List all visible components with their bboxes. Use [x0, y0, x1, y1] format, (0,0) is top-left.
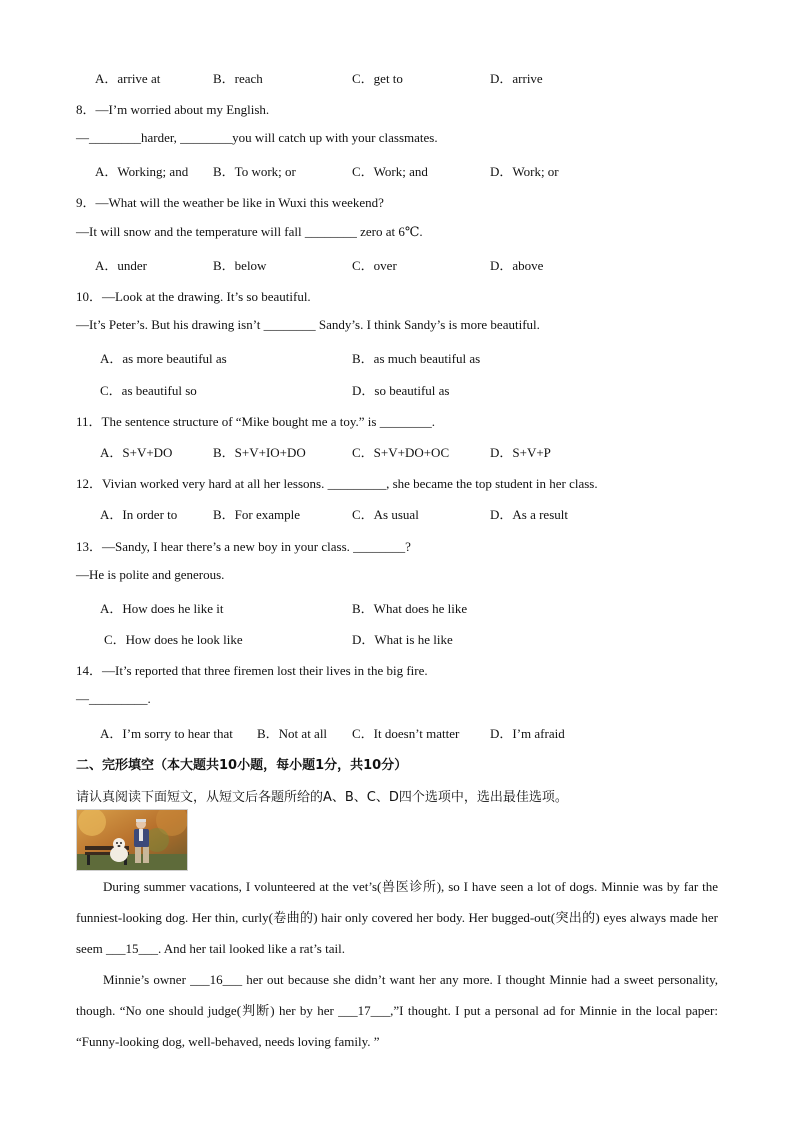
- q10-option-c[interactable]: C．as beautiful so: [100, 383, 197, 398]
- q12-option-c[interactable]: C．As usual: [352, 507, 419, 522]
- man-with-dog-image: [77, 810, 187, 870]
- section-instruction: 请认真阅读下面短文，从短文后各题所给的A、B、C、D四个选项中，选出最佳选项。: [76, 790, 568, 805]
- q13-reply: —He is polite and generous.: [76, 567, 225, 582]
- q10-option-b[interactable]: B．as much beautiful as: [352, 351, 481, 366]
- q9-option-a[interactable]: A．under: [95, 258, 147, 273]
- q7-options: [0, 68, 794, 88]
- q10-option-d[interactable]: D．so beautiful as: [352, 383, 450, 398]
- q14-reply: —_________.: [76, 691, 151, 706]
- q11-stem: 11．The sentence structure of “Mike bought me a toy.” is ________.: [76, 414, 435, 429]
- q8-stem: 8．—I’m worried about my English.: [76, 102, 270, 117]
- q10-stem: 10．—Look at the drawing. It’s so beautiful.: [76, 289, 311, 304]
- q8-option-b[interactable]: B．To work; or: [213, 164, 296, 179]
- passage-photo: [76, 809, 188, 871]
- q13-stem: 13．—Sandy, I hear there’s a new boy in your class. ________?: [76, 539, 411, 554]
- q12-option-a[interactable]: A．In order to: [100, 507, 178, 522]
- q10-options-row2: [0, 380, 794, 400]
- q14-option-b[interactable]: B．Not at all: [257, 726, 328, 741]
- q9-options: [0, 255, 794, 275]
- q9-stem: 9．—What will the weather be like in Wuxi this weekend?: [76, 195, 384, 210]
- q14-stem: 14．—It’s reported that three firemen lost their lives in the big fire.: [76, 663, 428, 678]
- section-title: 二、完形填空（本大题共10小题，每小题1分，共10分）: [76, 758, 408, 773]
- q11-option-c[interactable]: C．S+V+DO+OC: [352, 445, 450, 460]
- q9-option-b[interactable]: B．below: [213, 258, 267, 273]
- q11-option-d[interactable]: D．S+V+P: [490, 445, 551, 460]
- q10-reply: —It’s Peter’s. But his drawing isn’t ________ Sandy’s. I think Sandy’s is more beautiful.: [76, 317, 540, 332]
- q14-options: [0, 723, 794, 743]
- q12-options: [0, 504, 794, 524]
- q14-option-d[interactable]: D．I’m afraid: [490, 726, 565, 741]
- q10-option-a[interactable]: A．as more beautiful as: [100, 351, 227, 366]
- q12-stem: 12．Vivian worked very hard at all her lessons. _________, she became the top student in her class.: [76, 476, 598, 491]
- q13-options-row1: [0, 598, 794, 618]
- q8-option-c[interactable]: C．Work; and: [352, 164, 428, 179]
- q8-reply: —________harder, ________you will catch up with your classmates.: [76, 130, 438, 145]
- q11-option-a[interactable]: A．S+V+DO: [100, 445, 173, 460]
- passage-paragraph-2: Minnie’s owner ___16___ her out because she didn’t want her any more. I thought Minnie had a sweet personality, though. “No one should judge(判断) her by her ___17___,”I thought. I put a personal ad for Minnie in the local paper: “Funny-looking dog, well-behaved, needs loving family. ”: [76, 972, 718, 1049]
- q7-option-a[interactable]: A．arrive at: [95, 71, 161, 86]
- q14-option-c[interactable]: C．It doesn’t matter: [352, 726, 460, 741]
- q13-option-d[interactable]: D．What is he like: [352, 632, 453, 647]
- q9-option-c[interactable]: C．over: [352, 258, 397, 273]
- q11-options: [0, 442, 794, 462]
- q13-option-a[interactable]: A．How does he like it: [100, 601, 224, 616]
- q7-option-d[interactable]: D．arrive: [490, 71, 543, 86]
- q9-reply: —It will snow and the temperature will fall ________ zero at 6℃.: [76, 224, 423, 239]
- q7-option-c[interactable]: C．get to: [352, 71, 403, 86]
- q12-option-d[interactable]: D．As a result: [490, 507, 568, 522]
- q12-option-b[interactable]: B．For example: [213, 507, 301, 522]
- q8-option-d[interactable]: D．Work; or: [490, 164, 559, 179]
- q7-option-b[interactable]: B．reach: [213, 71, 263, 86]
- q13-option-b[interactable]: B．What does he like: [352, 601, 468, 616]
- q9-option-d[interactable]: D．above: [490, 258, 544, 273]
- q8-options: [0, 161, 794, 181]
- q13-options-row2: [0, 629, 794, 649]
- passage-paragraph-1: During summer vacations, I volunteered at the vet’s(兽医诊所), so I have seen a lot of dogs. Minnie was by far the funniest-looking dog. Her thin, curly(卷曲的) hair only covered her body. Her bugged-out(突出的) eyes always made her seem ___15___. And her tail looked like a rat’s tail.: [76, 879, 718, 956]
- q8-option-a[interactable]: A．Working; and: [95, 164, 189, 179]
- q11-option-b[interactable]: B．S+V+IO+DO: [213, 445, 306, 460]
- q14-option-a[interactable]: A．I’m sorry to hear that: [100, 726, 233, 741]
- q13-option-c[interactable]: C．How does he look like: [104, 632, 243, 647]
- q10-options-row1: [0, 348, 794, 368]
